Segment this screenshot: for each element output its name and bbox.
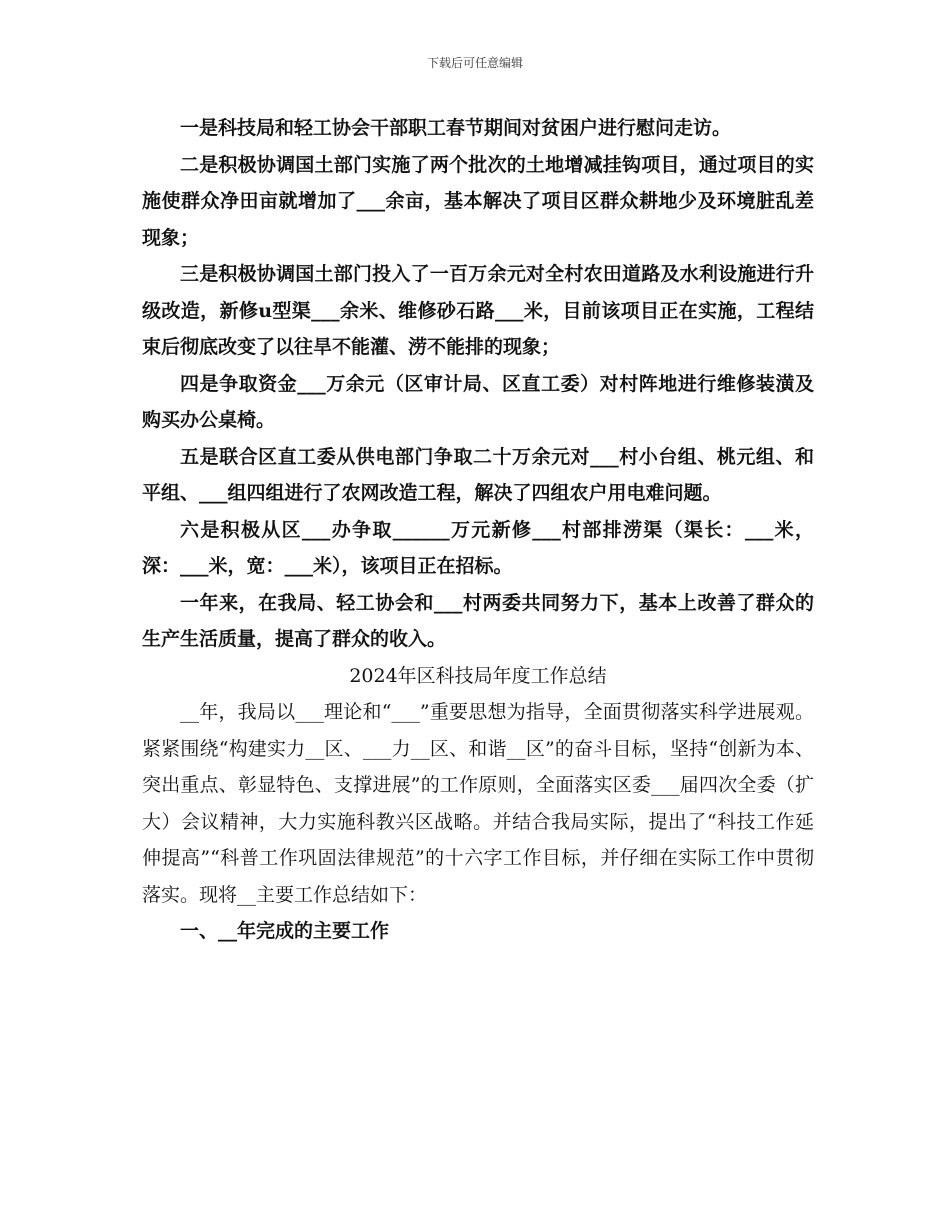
paragraph-item-1: 一是科技局和轻工协会干部职工春节期间对贫困户进行慰问走访。	[180, 117, 732, 139]
section-heading-1: 一、__年完成的主要工作	[180, 920, 390, 942]
paragraph-item-5: 五是联合区直工委从供电部门争取二十万余元对___村小台组、桃元组、和平组、___组四组进行了农网改造工程，解决了四组农户用电难问题。	[142, 445, 814, 504]
paragraph-item-3: 三是积极协调国土部门投入了一百万余元对全村农田道路及水利设施进行升级改造，新修u型渠___余米、维修砂石路___米，目前该项目正在实施，工程结束后彻底改变了以往旱不能灌、涝不能排的现象；	[142, 263, 814, 358]
report-intro-paragraph: __年，我局以___理论和“___”重要思想为指导，全面贯彻落实科学进展观。紧紧围绕“构建实力__区、___力__区、和谐__区”的奋斗目标，坚持“创新为本、突出重点、彰显特色、支撑进展”的工作原则，全面落实区委___届四次全委（扩大）会议精神，大力实施科教兴区战略。并结合我局实际，提出了“科技工作延伸提高”“科普工作巩固法律规范”的十六字工作目标，并仔细在实际工作中贯彻落实。现将__主要工作总结如下：	[142, 701, 814, 906]
paragraph-item-2: 二是积极协调国土部门实施了两个批次的土地增减挂钩项目，通过项目的实施使群众净田亩就增加了___余亩，基本解决了项目区群众耕地少及环境脏乱差现象；	[142, 153, 814, 249]
document-body	[142, 110, 814, 950]
paragraph-item-6: 六是积极从区___办争取______万元新修___村部排涝渠（渠长：___米，深：___米，宽：___米），该项目正在招标。	[142, 518, 814, 577]
paragraph-summary: 一年来，在我局、轻工协会和___村两委共同努力下，基本上改善了群众的生产生活质量，提高了群众的收入。	[142, 591, 814, 650]
paragraph-item-4: 四是争取资金___万余元（区审计局、区直工委）对村阵地进行维修装潢及购买办公桌椅。	[142, 372, 814, 431]
page-header-note: 下载后可任意编辑	[426, 56, 523, 70]
report-title: 2024年区科技局年度工作总结	[349, 664, 607, 687]
